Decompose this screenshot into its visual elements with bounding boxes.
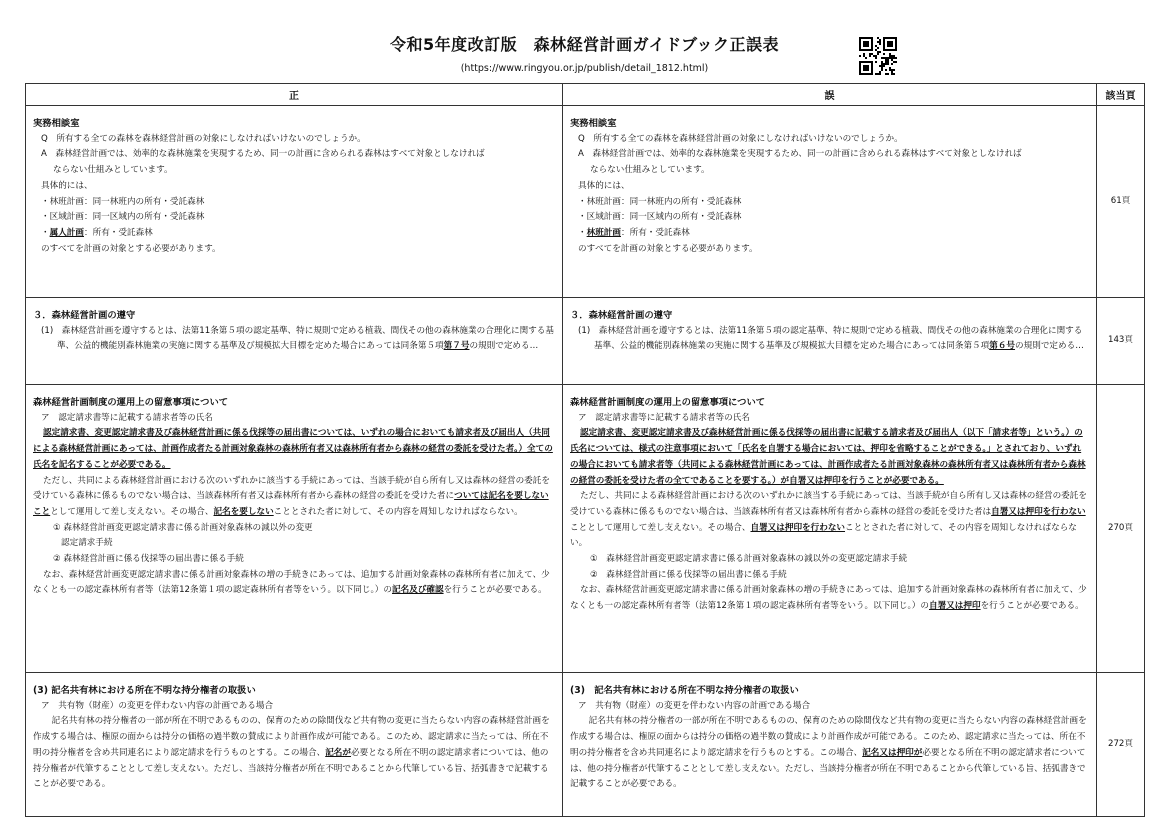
text-run: 記名共有林の持分権者の一部が所在不明であるものの、保育のための除間伐など共有物の変更に当たらない内容の森林経営計画を作成する場合は、権原の面からは持分の価格の過半数の賛成により計画作成が可能である。このため、認定請求に当たっては、所在不明の持分権者を含め共同連名により認定請求を行うものとする。この場合、 [33, 716, 550, 758]
text-run: ３．森林経営計画の遵守 [570, 310, 673, 321]
text-run: ・林班計画：同一林班内の所有・受託森林 [41, 196, 205, 207]
text-run: 必要となる所在不明の認定請求者については、他の持分権者が代筆することとして差し支えない。ただし、当該持分権者が所在不明であることから代筆している旨、括弧書きで記載することが必要である。 [570, 747, 1086, 790]
paragraph [33, 536, 554, 552]
text-run: 認定請求手続 [61, 538, 113, 549]
header-wrong: 誤 [563, 84, 1097, 106]
page-ref: 61頁 [1097, 106, 1145, 298]
paragraph [570, 195, 1088, 211]
corrected-text: 属人計画 [49, 227, 84, 238]
text-run: ア 認定請求書等に記載する請求者等の氏名 [41, 412, 213, 423]
paragraph [570, 242, 1088, 258]
section-title [570, 308, 1088, 324]
text-run: 具体的には、 [41, 180, 93, 191]
text-run: ただし、共同による森林経営計画における次のいずれかに該当する手続にあっては、当該手続が自ら所有し又は森林の経営の委託を受けている森林に係るものでない場合は、当該森林所有者又は森林所有者から森林の経営の委託を受けた者は [570, 491, 1087, 517]
table-row [26, 298, 1145, 385]
page-title: 令和5年度改訂版 森林経営計画ガイドブック正誤表 [389, 35, 780, 54]
paragraph [570, 210, 1088, 226]
correct-cell [26, 298, 563, 385]
text-run: ア 認定請求書等に記載する請求者等の氏名 [578, 412, 750, 423]
text-run: ・区域計画：同一区域内の所有・受託森林 [41, 212, 205, 223]
text-run: のすべてを計画の対象とする必要があります。 [578, 243, 758, 254]
text-run: ② 森林経営計画に係る伐採等の届出書に係る手続 [53, 554, 244, 565]
wrong-cell [563, 106, 1097, 298]
table-row [26, 106, 1145, 298]
section-title [33, 395, 554, 411]
paragraph [570, 699, 1088, 715]
paragraph [33, 210, 554, 226]
text-run: ② 森林経営計画に係る伐採等の届出書に係る手続 [590, 569, 787, 580]
correct-cell [26, 385, 563, 673]
page-ref: 143頁 [1097, 298, 1145, 385]
text-run: ならない仕組みとしています。 [590, 165, 710, 176]
wrong-cell [563, 298, 1097, 385]
text-run: を行うことが必要である。 [443, 585, 547, 596]
table-row [26, 673, 1145, 817]
text-run: ① 森林経営計画変更認定請求書に係る計画対象森林の減以外の変更認定請求手続 [590, 554, 908, 565]
text-run: ア 共有物（財産）の変更を伴わない内容の計画である場合 [578, 700, 811, 711]
paragraph [33, 552, 554, 568]
text-run: ・ [578, 227, 587, 238]
section-title [570, 683, 1088, 699]
text-run: 必要となる所在不明の認定請求者については、他の持分権者が代筆することとして差し支えない。ただし、当該持分権者が所在不明であることから代筆している旨、括弧書きで記載することが必要である。 [33, 747, 549, 790]
paragraph [570, 426, 1088, 489]
paragraph [570, 324, 1088, 355]
text-run: こととして運用して差し支えない。その場合、 [570, 522, 751, 533]
text-run: (1) 森林経営計画を遵守するとは、法第11条第５項の認定基準、特に規則で定める植栽、間伐その他の森林施業の合理化に関する基準、公益的機能別森林施業の実施に関する基準及び規模拡大目標を定めた場合にあっては同条第５項 [578, 325, 1083, 352]
paragraph [570, 179, 1088, 195]
paragraph [570, 583, 1088, 614]
header-page: 該当頁 [1097, 84, 1145, 106]
source-url[interactable]: (https://www.ringyou.or.jp/publish/detail_1812.html) [460, 63, 709, 74]
text-run: の規則で定める… [469, 341, 539, 352]
text-run: 実務相談室 [570, 118, 617, 129]
paragraph [570, 568, 1088, 584]
section-title [570, 395, 1088, 411]
paragraph [33, 714, 554, 793]
paragraph [570, 489, 1088, 552]
text-run: (1) 森林経営計画を遵守するとは、法第11条第５項の認定基準、特に規則で定める植栽、間伐その他の森林施業の合理化に関する基準、公益的機能別森林施業の実施に関する基準及び規模拡大目標を定めた場合にあっては同条第５項 [41, 325, 554, 352]
text-run: 森林経営計画制度の運用上の留意事項について [570, 397, 766, 408]
paragraph [33, 411, 554, 427]
table-header-row [26, 84, 1145, 106]
paragraph [33, 179, 554, 195]
text-run: なお、森林経営計画変更認定請求書に係る計画対象森林の増の手続きにあっては、追加する計画対象森林の森林所有者に加えて、少なくとも一の認定森林所有者等（法第12条第１項の認定森林所有者等をいう。以下同じ。）の [33, 569, 550, 596]
text-run: ：所有・受託森林 [621, 227, 690, 238]
text-run: ・区域計画：同一区域内の所有・受託森林 [578, 212, 742, 223]
paragraph [570, 132, 1088, 148]
text-run: ア 共有物（財産）の変更を伴わない内容の計画である場合 [41, 700, 274, 711]
text-run: 記名共有林の持分権者の一部が所在不明であるものの、保育のための除間伐など共有物の変更に当たらない内容の森林経営計画を作成する場合は、権原の面からは持分の価格の過半数の賛成により計画作成が可能である。このため、認定請求に当たっては、所在不明の持分権者を含め共同連名により認定請求を行うものとする。この場合、 [570, 716, 1087, 758]
corrected-text: 記名又は押印が [862, 747, 923, 758]
page-ref: 272頁 [1097, 673, 1145, 817]
paragraph [570, 163, 1088, 179]
corrected-text: 第７号 [443, 341, 470, 352]
text-run: ならない仕組みとしています。 [53, 165, 173, 176]
section-title [33, 683, 554, 699]
text-run: こととされた者に対して、その内容を周知しなければならない。 [570, 522, 1077, 549]
section-title [570, 116, 1088, 132]
paragraph [33, 474, 554, 521]
paragraph [33, 324, 554, 355]
corrected-text: 記名が [325, 747, 351, 758]
corrected-text: 林班計画 [586, 227, 621, 238]
paragraph [33, 195, 554, 211]
paragraph [33, 132, 554, 148]
corrected-text: ついては記名を要しないこと [33, 491, 549, 517]
text-run: ３．森林経営計画の遵守 [33, 310, 136, 321]
qr-code-icon [859, 37, 897, 75]
corrected-text: 自署又は押印 [928, 601, 981, 612]
correct-cell [26, 106, 563, 298]
corrected-text: 自署又は押印を行わない [750, 522, 846, 533]
paragraph [570, 552, 1088, 568]
correct-cell [26, 673, 563, 817]
text-run: 森林経営計画制度の運用上の留意事項について [33, 397, 229, 408]
wrong-cell [563, 385, 1097, 673]
table-row [26, 385, 1145, 673]
text-run: A 森林経営計画では、効率的な森林施業を実現するため、同一の計画に含められる森林はすべて対象としなければ [578, 149, 1022, 160]
text-run: A 森林経営計画では、効率的な森林施業を実現するため、同一の計画に含められる森林はすべて対象としなければ [41, 149, 485, 160]
section-title [33, 308, 554, 324]
paragraph [33, 242, 554, 258]
paragraph [570, 411, 1088, 427]
text-run: (3) 記名共有林における所在不明な持分権者の取扱い [570, 685, 799, 696]
corrected-text: 認定請求書、変更認定請求書及び森林経営計画に係る伐採等の届出書については、いずれの場合においても請求者及び届出人（共同による森林経営計画にあっては、計画作成者たる計画対象森林の森林所有者又は森林所有者から森林の経営の委託を受けた者。）全ての氏名を記名することが必要である。 [33, 428, 553, 470]
paragraph [33, 147, 554, 163]
paragraph [33, 226, 554, 242]
text-run: こととされた者に対して、その内容を周知しなければならない。 [273, 506, 523, 517]
text-run: を行うことが必要である。 [980, 601, 1084, 612]
corrected-text: 認定請求書、変更認定請求書及び森林経営計画に係る伐採等の届出書に記載する請求者及び届出人（以下「請求者等」という。）の氏名については、様式の注意事項において「氏名を自署する場合においては、押印を省略することができる。」とされており、いずれの場合においても請求者等（共同による森林経営計画にあっては、計画作成者たる計画対象森林の森林所有者又は森林所有者から森林の経営の委託を受けた者の全てであることを要する。）が自署又は押印を行うことが必要である。 [570, 428, 1086, 486]
text-run: ：所有・受託森林 [84, 227, 153, 238]
text-run: として運用して差し支えない。その場合、 [50, 506, 214, 517]
text-run: ・林班計画：同一林班内の所有・受託森林 [578, 196, 742, 207]
text-run: 実務相談室 [33, 118, 80, 129]
text-run: のすべてを計画の対象とする必要があります。 [41, 243, 221, 254]
paragraph [33, 568, 554, 599]
corrected-text: 記名及び確認 [391, 585, 444, 596]
page-ref: 270頁 [1097, 385, 1145, 673]
text-run: の規則で定める… [1015, 341, 1084, 352]
text-run: ただし、共同による森林経営計画における次のいずれかに該当する手続にあっては、当該手続が自ら所有し又は森林の経営の委託を受けている森林に係るものでない場合は、当該森林所有者又は森林所有者から森林の経営の委託を受けた者に [33, 475, 550, 502]
header-correct: 正 [26, 84, 563, 106]
section-title [33, 116, 554, 132]
paragraph [570, 226, 1088, 242]
paragraph [33, 426, 554, 473]
paragraph [33, 521, 554, 537]
wrong-cell [563, 673, 1097, 817]
paragraph [570, 147, 1088, 163]
corrected-text: 記名を要しない [213, 506, 274, 517]
paragraph [33, 699, 554, 715]
paragraph [33, 163, 554, 179]
text-run: 具体的には、 [578, 180, 630, 191]
text-run: なお、森林経営計画変更認定請求書に係る計画対象森林の増の手続きにあっては、追加する計画対象森林の森林所有者に加えて、少なくとも一の認定森林所有者等（法第12条第１項の認定森林所有者等をいう。以下同じ。）の [570, 585, 1087, 612]
text-run: ① 森林経営計画変更認定請求書に係る計画対象森林の減以外の変更 [53, 522, 313, 533]
errata-table [25, 83, 1145, 817]
corrected-text: 自署又は押印を行わない [991, 506, 1086, 517]
text-run: (3) 記名共有林における所在不明な持分権者の取扱い [33, 685, 256, 696]
text-run: Q 所有する全ての森林を森林経営計画の対象にしなければいけないのでしょうか。 [578, 133, 903, 144]
paragraph [570, 714, 1088, 793]
corrected-text: 第６号 [989, 341, 1016, 352]
text-run: ・ [41, 227, 50, 238]
text-run: Q 所有する全ての森林を森林経営計画の対象にしなければいけないのでしょうか。 [41, 133, 366, 144]
